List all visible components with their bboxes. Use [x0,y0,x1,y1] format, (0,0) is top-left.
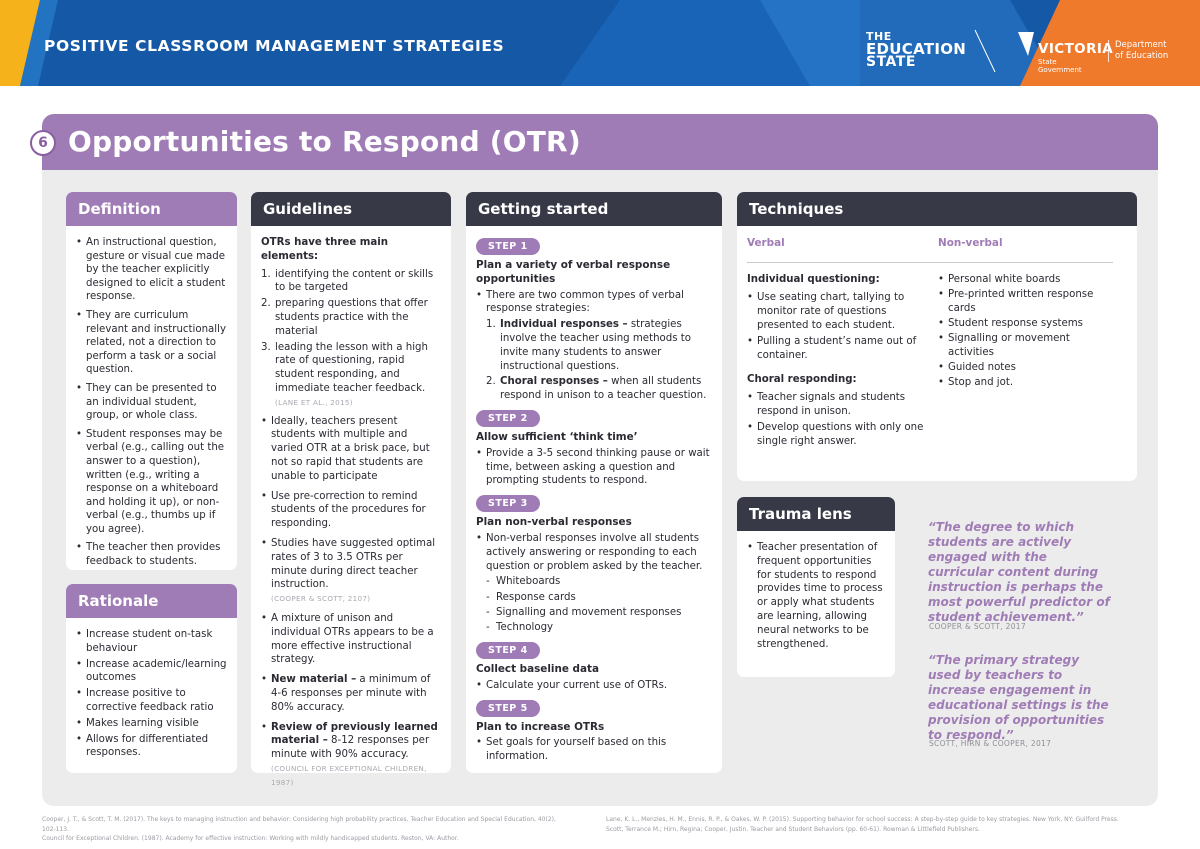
quote-1-citation: COOPER & SCOTT, 2017 [929,622,1026,631]
definition-item: • The teacher then provides feedback to students. [76,541,227,568]
techniques-divider [747,237,1113,263]
step-title: Collect baseline data [476,663,599,676]
step-title: Plan non-verbal responses [476,516,632,529]
quote-1: “The degree to which students are actively engaged with the curricular content during instruction is perhaps the most powerful predictor of student achievement.” [928,520,1110,624]
techniques-heading: Techniques [737,192,1137,226]
step-1: STEP 1 Plan a variety of verbal response opportunities • There are two common types of verbal response strategies: 1. Individual responses – strategies involve the teacher using methods to invite many students to answer instructional questions. 2. Choral responses – when all students respond in unison to a teacher question. [476,238,712,403]
page-title: Opportunities to Respond (OTR) [68,125,581,158]
guideline-bullet: • Review of previously learned material – 8-12 responses per minute with 90% accuracy. (COUNCIL FOR EXCEPTIONAL CHILDREN, 1987) [261,721,441,790]
guidelines-card [251,192,451,787]
rationale-item: • Increase positive to corrective feedback ratio [76,687,227,715]
step-5: STEP 5 Plan to increase OTRs • Set goals for yourself based on this information. [476,700,712,764]
trauma-item: • Teacher presentation of frequent opportunities for students to respond provides time to process or apply what students are learning, allowing neural networks to be strengthened. [747,541,885,651]
nonverbal-column: • Personal white boards • Pre-printed written response cards • Student response systems • Signalling or movement activities • Guided notes • Stop and jot. [938,273,1114,392]
getting-started-card [466,192,722,773]
getting-started-heading: Getting started [466,192,722,226]
definition-item: • An instructional question, gesture or visual cue made by the teacher explicitly designed to elicit a student response. [76,236,227,304]
guideline-bullet: • Ideally, teachers present students with multiple and varied OTR at a brisk pace, but not so rapid that students are unable to participate [261,415,441,484]
techniques-card [737,192,1137,481]
department-label: Department of Education [1108,40,1168,62]
victoria-logo: VICTORIA State Government [1038,41,1114,74]
guidelines-heading: Guidelines [251,192,451,226]
verbal-column: Individual questioning: • Use seating chart, tallying to monitor rate of questions presented to each student. • Pulling a student’s name out of container. Choral responding: • Teacher signals and students respond in unison. • Develop questions with only one single right answer. [747,273,925,454]
guideline-element: 2. preparing questions that offer students practice with the material [261,298,428,337]
guideline-bullet: • Studies have suggested optimal rates of 3 to 3.5 OTRs per minute during direct teacher instruction. (COOPER & SCOTT, 2107) [261,537,441,606]
verbal-column-heading: Verbal [747,237,785,249]
banner-title: POSITIVE CLASSROOM MANAGEMENT STRATEGIES [44,37,505,55]
rationale-heading: Rationale [66,584,237,618]
verbal-strategy: 1. Individual responses – strategies involve the teacher using methods to invite many students to answer instructional questions. [486,319,692,372]
guideline-element: 3. leading the lesson with a high rate of questioning, rapid student responding, and immediate teacher feedback. (LANE ET AL., 2015) [261,341,428,407]
step-badge: STEP 3 [476,495,540,512]
guidelines-intro: OTRs have three main elements: [261,237,389,262]
step-title: Allow sufficient ‘think time’ [476,430,638,443]
step-badge: STEP 1 [476,238,540,255]
quote-2-citation: SCOTT, HIRN & COOPER, 2017 [929,739,1052,748]
definition-heading: Definition [66,192,237,226]
guideline-bullet: • Use pre-correction to remind students of the procedures for responding. [261,490,441,531]
rationale-item: • Allows for differentiated responses. [76,733,227,761]
choral-responding-heading: Choral responding: [747,374,857,385]
guideline-bullet: • New material – a minimum of 4-6 responses per minute with 80% accuracy. [261,673,441,714]
citation: (COUNCIL FOR EXCEPTIONAL CHILDREN, 1987) [271,763,427,787]
rationale-item: • Increase student on-task behaviour [76,628,227,656]
trauma-lens-heading: Trauma lens [737,497,895,531]
verbal-strategy: 2. Choral responses – when all students respond in unison to a teacher question. [486,376,707,402]
rationale-item: • Makes learning visible [76,717,227,731]
step-title: Plan a variety of verbal response opportunities [476,259,671,285]
rationale-item: • Increase academic/learning outcomes [76,658,227,686]
step-badge: STEP 2 [476,410,540,427]
references-right: Lane, K. L., Menzies, H. M., Ennis, R. P., & Oakes, W. P. (2015). Supporting behavior for school success: A step-by-step guide to key strategies. New York, NY: Guilford Press. Scott, Terrance M.; Hirn, Regina; Cooper, Justin. Teacher and Student Behaviors (pp. 60-61). Rowman & Littlefield Publishers. [606,816,1119,833]
nonverbal-column-heading: Non-verbal [938,237,1003,249]
individual-questioning-heading: Individual questioning: [747,274,880,285]
definition-card [66,192,237,570]
citation: (LANE ET AL., 2015) [275,397,353,407]
guideline-element: 1. identifying the content or skills to be targeted [261,268,434,294]
citation: (COOPER & SCOTT, 2107) [271,594,371,604]
step-2: STEP 2 Allow sufficient ‘think time’ • Provide a 3-5 second thinking pause or wait time, between asking a question and prompting students to respond. [476,410,712,488]
header-banner [0,0,1200,86]
guideline-bullet: • A mixture of unison and individual OTRs appears to be a more effective instructional strategy. [261,612,441,667]
definition-item: • They are curriculum relevant and instructionally related, not a direction to perform a task or a social question. [76,309,227,377]
step-badge: STEP 5 [476,700,540,717]
education-state-logo: THE EDUCATION STATE [866,30,967,70]
definition-item: • They can be presented to an individual student, group, or whole class. [76,382,227,423]
definition-item: • Student responses may be verbal (e.g., calling out the answer to a question), written (e.g., writing a response on a whiteboard and holding it up), or non-verbal (e.g., thumbs up if you agree). [76,428,227,537]
rationale-card [66,584,237,773]
references-left: Cooper, J. T., & Scott, T. M. (2017). The keys to managing instruction and behavior: Considering high probability practices. Teacher Education and Special Education, 40(2), 102-113. Council for Exceptional Children. (1987). Academy for effective instruction: Working with mildly handicapped students. Reston, VA: Author. [42,816,556,842]
page-number-badge: 6 [30,130,56,156]
step-badge: STEP 4 [476,642,540,659]
step-title: Plan to increase OTRs [476,720,605,733]
step-4: STEP 4 Collect baseline data • Calculate your current use of OTRs. [476,642,712,693]
quote-2: “The primary strategy used by teachers to increase engagement in educational settings is the provision of opportunities to respond.” [928,653,1109,742]
step-3: STEP 3 Plan non-verbal responses • Non-verbal responses involve all students actively answering or responding to each question or problem asked by the teacher. - Whiteboards - Response cards - Signalling and movement responses - Technology [476,495,712,635]
trauma-lens-card [737,497,895,677]
